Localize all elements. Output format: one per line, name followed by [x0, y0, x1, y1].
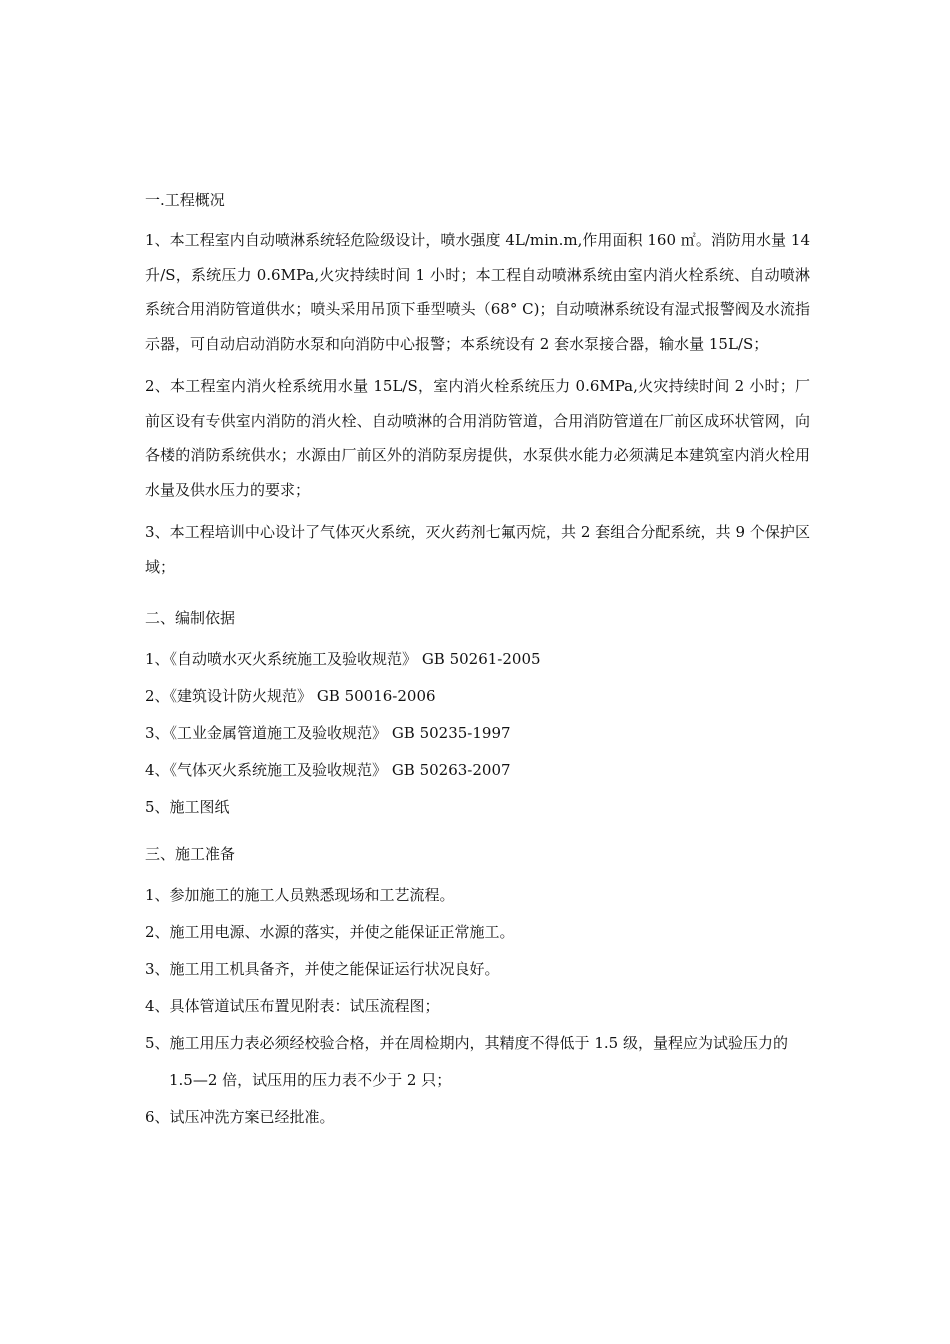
- reference-item: 3、《工业金属管道施工及验收规范》 GB 50235-1997: [145, 724, 511, 742]
- section-title-overview: 一.工程概况: [145, 191, 225, 209]
- section-title-basis: 二、编制依据: [145, 609, 236, 627]
- preparation-item: 5、施工用压力表必须经校验合格，并在周检期内，其精度不得低于 1.5 级，量程应为试验压力的 1.5—2 倍，试压用的压力表不少于 2 只；: [145, 1034, 788, 1089]
- reference-item: 4、《气体灭火系统施工及验收规范》 GB 50263-2007: [145, 761, 511, 779]
- overview-paragraph: 3、本工程培训中心设计了气体灭火系统，灭火药剂七氟丙烷，共 2 套组合分配系统，共 9 个保护区域；: [145, 523, 810, 576]
- preparation-item: 4、具体管道试压布置见附表：试压流程图；: [145, 997, 440, 1015]
- preparation-item: 6、试压冲洗方案已经批准。: [145, 1108, 335, 1126]
- preparation-item: 2、施工用电源、水源的落实，并使之能保证正常施工。: [145, 923, 515, 941]
- document-page: [145, 186, 810, 1136]
- preparation-item: 3、施工用工机具备齐，并使之能保证运行状况良好。: [145, 960, 500, 978]
- overview-paragraph: 2、本工程室内消火栓系统用水量 15L/S，室内消火栓系统压力 0.6MPa,火灾持续时间 2 小时；厂前区设有专供室内消防的消火栓、自动喷淋的合用消防管道，合用消防管道在厂前区成环状管网，向各楼的消防系统供水；水源由厂前区外的消防泵房提供，水泵供水能力必须满足本建筑室内消火栓用水量及供水压力的要求；: [145, 377, 810, 499]
- reference-item: 5、施工图纸: [145, 798, 230, 816]
- preparation-list: [145, 877, 810, 1136]
- reference-item: 2、《建筑设计防火规范》 GB 50016-2006: [145, 687, 436, 705]
- overview-paragraph: 1、本工程室内自动喷淋系统轻危险级设计，喷水强度 4L/min.m,作用面积 160 ㎡。消防用水量 14 升/S，系统压力 0.6MPa,火灾持续时间 1 小时；本工程自动喷淋系统由室内消火栓系统、自动喷淋系统合用消防管道供水；喷头采用吊顶下垂型喷头（68° C)；自动喷淋系统设有湿式报警阀及水流指示器，可自动启动消防水泵和向消防中心报警；本系统设有 2 套水泵接合器，输水量 15L/S；: [145, 231, 810, 353]
- preparation-item: 1、参加施工的施工人员熟悉现场和工艺流程。: [145, 886, 455, 904]
- reference-item: 1、《自动喷水灭火系统施工及验收规范》 GB 50261-2005: [145, 650, 541, 668]
- section-title-preparation: 三、施工准备: [145, 845, 236, 863]
- reference-list: [145, 641, 810, 826]
